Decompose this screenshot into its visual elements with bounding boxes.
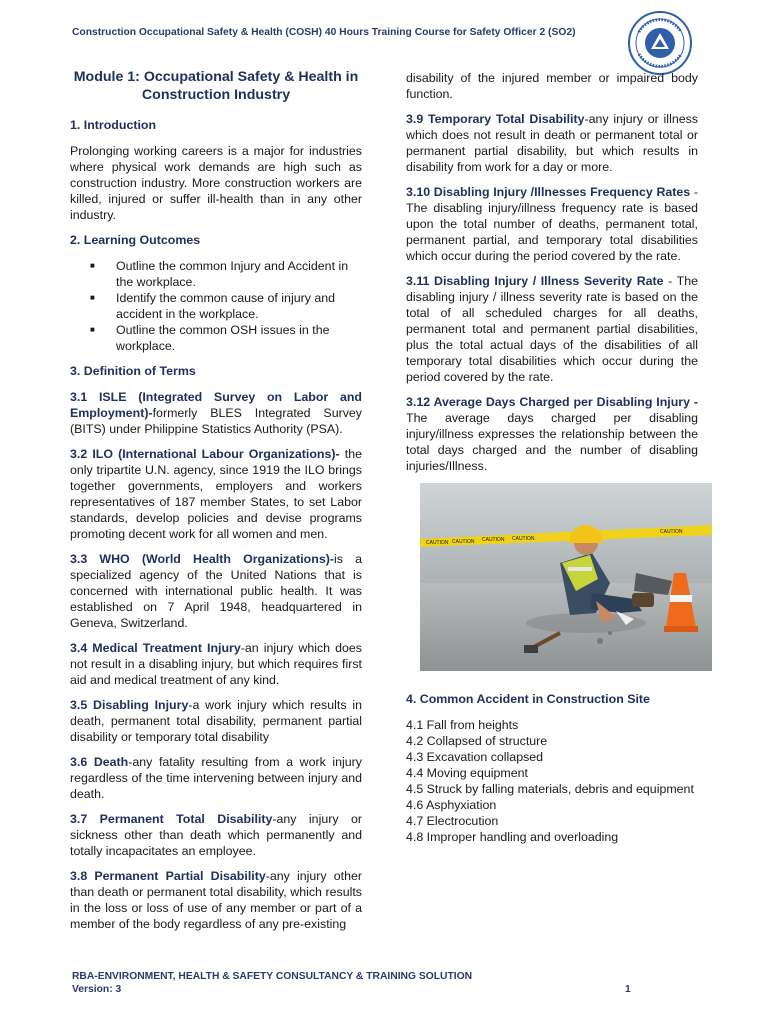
definition-item: 3.6 Death-any fatality resulting from a work injury regardless of the time intervening between injury and death.: [70, 755, 362, 801]
accidents-list: [406, 717, 698, 845]
accidents-heading: 4. Common Accident in Construction Site: [406, 692, 650, 706]
list-item: 4.8 Improper handling and overloading: [406, 830, 619, 844]
svg-text:CAUTION: CAUTION: [660, 529, 683, 535]
footer-version: Version: 3: [72, 984, 122, 995]
definition-item: 3.8 Permanent Partial Disability-any injury other than death or permanent total disability, which results in the loss or loss of use of any member or part of a member of the body regardless of any pre-existing: [70, 869, 362, 931]
svg-text:CAUTION: CAUTION: [426, 540, 449, 546]
svg-text:CAUTION: CAUTION: [452, 539, 475, 545]
definition-item: 3.1 ISLE (Integrated Survey on Labor and Employment)-formerly BLES Integrated Survey (BITS) under Philippine Statistics Authority (PSA).: [70, 390, 362, 436]
definition-continued: disability of the injured member or impaired body function.: [406, 71, 698, 101]
learning-outcomes-list: [70, 258, 362, 354]
definition-item: 3.2 ILO (International Labour Organizations)- the only tripartite U.N. agency, since 1919 the ILO brings together governments, employers and workers representatives of 187 member States, to set Labor standards, develop policies and devise programs promoting decent work for all women and men.: [70, 447, 362, 541]
bullet-icon: ■: [90, 261, 95, 270]
bullet-icon: ■: [90, 325, 95, 334]
definition-item: 3.12 Average Days Charged per Disabling Injury - The average days charged per disabling injury/illness expresses the relationship between the total days charged and the number of disabling injuries/Illness.: [406, 395, 698, 473]
list-item: 4.6 Asphyxiation: [406, 798, 497, 812]
svg-text:CAUTION: CAUTION: [512, 536, 535, 542]
svg-text:CAUTION: CAUTION: [482, 537, 505, 543]
definition-item: 3.3 WHO (World Health Organizations)-is a specialized agency of the United Nations that is concerned with international public health. It was established on 7 April 1948, headquartered in Geneva, Switzerland.: [70, 552, 362, 630]
intro-heading: 1. Introduction: [70, 118, 157, 132]
definition-item: 3.5 Disabling Injury-a work injury which results in death, permanent total disability, permanent partial disability or temporary total disability: [70, 698, 362, 744]
definitions-heading: 3. Definition of Terms: [70, 364, 196, 378]
list-item: ■ Identify the common cause of injury and accident in the workplace.: [90, 291, 336, 321]
definition-item: 3.4 Medical Treatment Injury-an injury which does not result in a disabling injury, but which requires first aid and medical treatment of any kind.: [70, 641, 362, 687]
list-item: 4.1 Fall from heights: [406, 718, 519, 732]
list-item: 4.7 Electrocution: [406, 814, 499, 828]
definition-item: 3.7 Permanent Total Disability-any injury or sickness other than death which permanently and totally incapacitates an employee.: [70, 812, 362, 858]
definition-item: 3.11 Disabling Injury / Illness Severity Rate - The disabling injury / illness severity rate is based on the total of all scheduled charges for all deaths, permanent total and permanent partial disabilities, plus the total actual days of the disabilities of all temporary total disabilities which occur during the period covered by the rate.: [406, 274, 698, 384]
injured-construction-worker-photo-icon: [420, 483, 712, 671]
learning-heading: 2. Learning Outcomes: [70, 233, 201, 247]
definition-item: 3.10 Disabling Injury /Illnesses Frequency Rates - The disabling injury/illness frequency rate is based upon the total number of deaths, permanent total, permanent partial, and temporary total disabilities which occur during the period covered by the rate.: [406, 185, 699, 263]
page-number: 1: [625, 984, 631, 995]
running-header: Construction Occupational Safety & Health (COSH) 40 Hours Training Course for Safety Officer 2 (SO2): [72, 27, 576, 38]
definition-item: 3.9 Temporary Total Disability-any injury or illness which does not result in death or permanent total or permanent partial disability, but which results in disability from work for a day or more.: [406, 112, 698, 174]
module-title: Module 1: Occupational Safety & Health in Construction Industry: [73, 69, 359, 103]
list-item: 4.5 Struck by falling materials, debris and equipment: [406, 782, 694, 796]
intro-text: Prolonging working careers is a major for industries where physical work demands are high such as construction industry. More construction workers are killed, injured or suffer ill-health than in any other industry.: [70, 144, 362, 222]
footer-company: RBA-ENVIRONMENT, HEALTH & SAFETY CONSULTANCY & TRAINING SOLUTION: [72, 971, 473, 982]
right-column: [406, 66, 698, 845]
left-column: [70, 66, 362, 941]
list-item: 4.3 Excavation collapsed: [406, 750, 544, 764]
list-item: 4.4 Moving equipment: [406, 766, 528, 780]
list-item: ■ Outline the common Injury and Accident in the workplace.: [90, 259, 349, 289]
footer: [72, 970, 642, 996]
list-item: 4.2 Collapsed of structure: [406, 734, 548, 748]
list-item: ■ Outline the common OSH issues in the workplace.: [90, 323, 330, 353]
bullet-icon: ■: [90, 293, 95, 302]
